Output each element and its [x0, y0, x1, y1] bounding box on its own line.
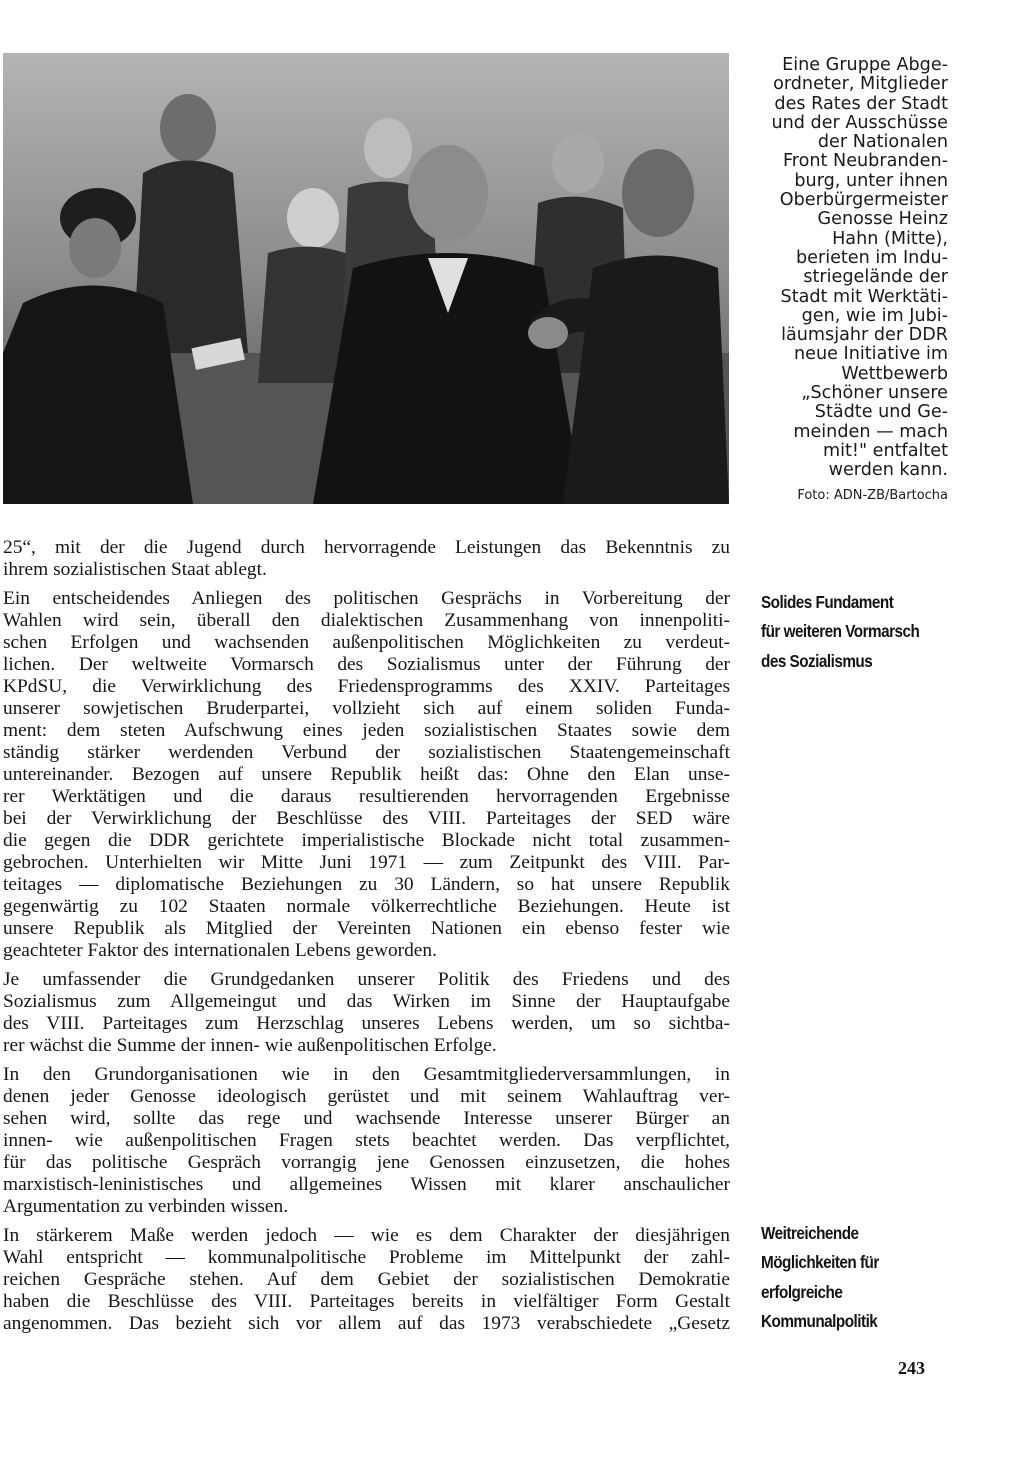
caption-line: „Schöner unsere: [801, 383, 948, 404]
text-line: marxistisch-leninistisches und allgemeines Wissen mit klarer anschaulicher: [3, 1174, 730, 1195]
marginal-line: für weiteren Vormarsch: [761, 621, 920, 642]
text-line: untereinander. Bezogen auf unsere Republik heißt das: Ohne den Elan unse-: [3, 764, 730, 785]
text-line: gegenwärtig zu 102 Staaten normale völkerrechtliche Beziehungen. Heute ist: [3, 896, 730, 917]
paragraph: [3, 537, 730, 581]
text-line: für das politische Gespräch vorrangig jene Genossen einzusetzen, die hohes: [3, 1152, 730, 1173]
text-line: Sozialismus zum Allgemeingut und das Wirken im Sinne der Hauptaufgabe: [3, 991, 730, 1012]
photo-caption: [755, 56, 948, 481]
text-line: ment: dem steten Aufschwung eines jeden sozialistischen Staates sowie dem: [3, 720, 730, 741]
caption-line: Oberbürgermeister: [779, 190, 948, 211]
marginal-line: erfolgreiche: [761, 1281, 843, 1302]
caption-line: werden kann.: [828, 460, 948, 481]
text-line: Ein entscheidendes Anliegen des politischen Gesprächs in Vorbereitung der: [3, 588, 730, 609]
marginal-line: Solides Fundament: [761, 592, 894, 612]
paragraph: [3, 1225, 730, 1335]
text-line: KPdSU, die Verwirklichung des Friedensprogramms des XXIV. Parteitages: [3, 676, 730, 697]
text-line: denen jeder Genosse ideologisch gerüstet und mit seinem Wahlauftrag ver-: [3, 1086, 730, 1107]
text-line: Wahlen wird sein, überall den dialektischen Zusammenhang von innenpoliti-: [3, 610, 730, 631]
caption-line: und der Ausschüsse: [771, 112, 948, 133]
marginal-line: Weitreichende: [761, 1223, 859, 1243]
text-line: haben die Beschlüsse des VIII. Parteitages bereits in vielfältiger Form Gestalt: [3, 1291, 730, 1312]
caption-line: meinden — mach: [793, 421, 948, 442]
marginal-line: Kommunalpolitik: [761, 1311, 878, 1332]
text-line: lichen. Der weltweite Vormarsch des Sozialismus unter der Führung der: [3, 654, 730, 675]
photo-credit: Foto: ADN-ZB/Bartocha: [797, 488, 948, 503]
text-line: ständig stärker werdenden Verbund der sozialistischen Staatengemeinschaft: [3, 742, 730, 763]
paragraph: [3, 588, 730, 962]
caption-line: berieten im Indu-: [795, 247, 948, 268]
caption-line: Front Neubranden-: [782, 151, 948, 172]
text-line: Je umfassender die Grundgedanken unserer Politik des Friedens und des: [3, 969, 730, 990]
page-number: 243: [898, 1358, 925, 1378]
caption-line: des Rates der Stadt: [774, 93, 948, 114]
caption-line: Stadt mit Werktäti-: [780, 286, 948, 307]
caption-line: Hahn (Mitte),: [832, 228, 948, 249]
caption-line: neue Initiative im: [794, 344, 948, 365]
caption-line: Genosse Heinz: [817, 209, 948, 230]
caption-line: burg, unter ihnen: [794, 170, 948, 191]
text-line: sehen wird, sollte das rege und wachsende Interesse unserer Bürger an: [3, 1108, 730, 1129]
caption-line: gen, wie im Jubi-: [801, 305, 948, 326]
marginal-line: Möglichkeiten für: [761, 1252, 879, 1273]
text-line: unserer sowjetischen Bruderpartei, vollzieht sich auf einem soliden Funda-: [3, 698, 730, 719]
text-line: gebrochen. Unterhielten wir Mitte Juni 1971 — zum Zeitpunkt des VIII. Par-: [3, 852, 730, 873]
group-photo: [3, 53, 729, 504]
caption-line: Wettbewerb: [841, 363, 948, 384]
caption-line: Eine Gruppe Abge-: [782, 55, 948, 75]
caption-line: ordneter, Mitglieder: [773, 74, 948, 95]
text-line: reichen Gespräche stehen. Auf dem Gebiet der sozialistischen Demokratie: [3, 1269, 730, 1290]
text-line: In stärkerem Maße werden jedoch — wie es dem Charakter der diesjährigen: [3, 1225, 730, 1246]
text-line: ihrem sozialistischen Staat ablegt.: [3, 559, 267, 580]
group-photo-illustration: [3, 53, 729, 504]
text-line: schen Erfolgen und wachsenden außenpolitischen Möglichkeiten zu verdeut-: [3, 632, 730, 653]
text-line: unsere Republik als Mitglied der Vereinten Nationen ein ebenso fester wie: [3, 918, 730, 939]
text-line: angenommen. Das bezieht sich vor allem auf das 1973 verabschiedete „Gesetz: [3, 1313, 730, 1334]
text-line: bei der Verwirklichung der Beschlüsse des VIII. Parteitages der SED wäre: [3, 808, 730, 829]
marginal-line: des Sozialismus: [761, 650, 873, 671]
caption-line: Städte und Ge-: [814, 402, 948, 423]
text-line: 25“, mit der die Jugend durch hervorragende Leistungen das Bekenntnis zu: [3, 537, 730, 558]
text-line: innen- wie außenpolitischen Fragen stets beachtet werden. Das verpflichtet,: [3, 1130, 730, 1151]
marginal-heading-fundament: [761, 588, 933, 676]
text-line: In den Grundorganisationen wie in den Gesamtmitgliederversammlungen, in: [3, 1064, 730, 1085]
caption-line: der Nationalen: [817, 132, 948, 153]
text-line: geachteter Faktor des internationalen Lebens geworden.: [3, 940, 437, 961]
text-line: rer Werktätigen und die daraus resultierenden hervorragenden Ergebnisse: [3, 786, 730, 807]
body-text: [3, 537, 730, 1342]
text-line: Wahl entspricht — kommunalpolitische Probleme im Mittelpunkt der zahl-: [3, 1247, 730, 1268]
caption-line: läumsjahr der DDR: [781, 325, 948, 346]
text-line: teitages — diplomatische Beziehungen zu 30 Ländern, so hat unsere Republik: [3, 874, 730, 895]
text-line: des VIII. Parteitages zum Herzschlag unseres Lebens werden, um so sichtba-: [3, 1013, 730, 1034]
text-line: die gegen die DDR gerichtete imperialistische Blockade nicht total zusammen-: [3, 830, 730, 851]
paragraph: [3, 969, 730, 1057]
caption-line: striegelände der: [803, 267, 948, 288]
caption-line: mit!" entfaltet: [822, 440, 948, 461]
paragraph: [3, 1064, 730, 1218]
text-line: Argumentation zu verbinden wissen.: [3, 1196, 289, 1217]
marginal-heading-kommunalpolitik: [761, 1219, 933, 1337]
text-line: rer wächst die Summe der innen- wie außenpolitischen Erfolge.: [3, 1035, 497, 1056]
